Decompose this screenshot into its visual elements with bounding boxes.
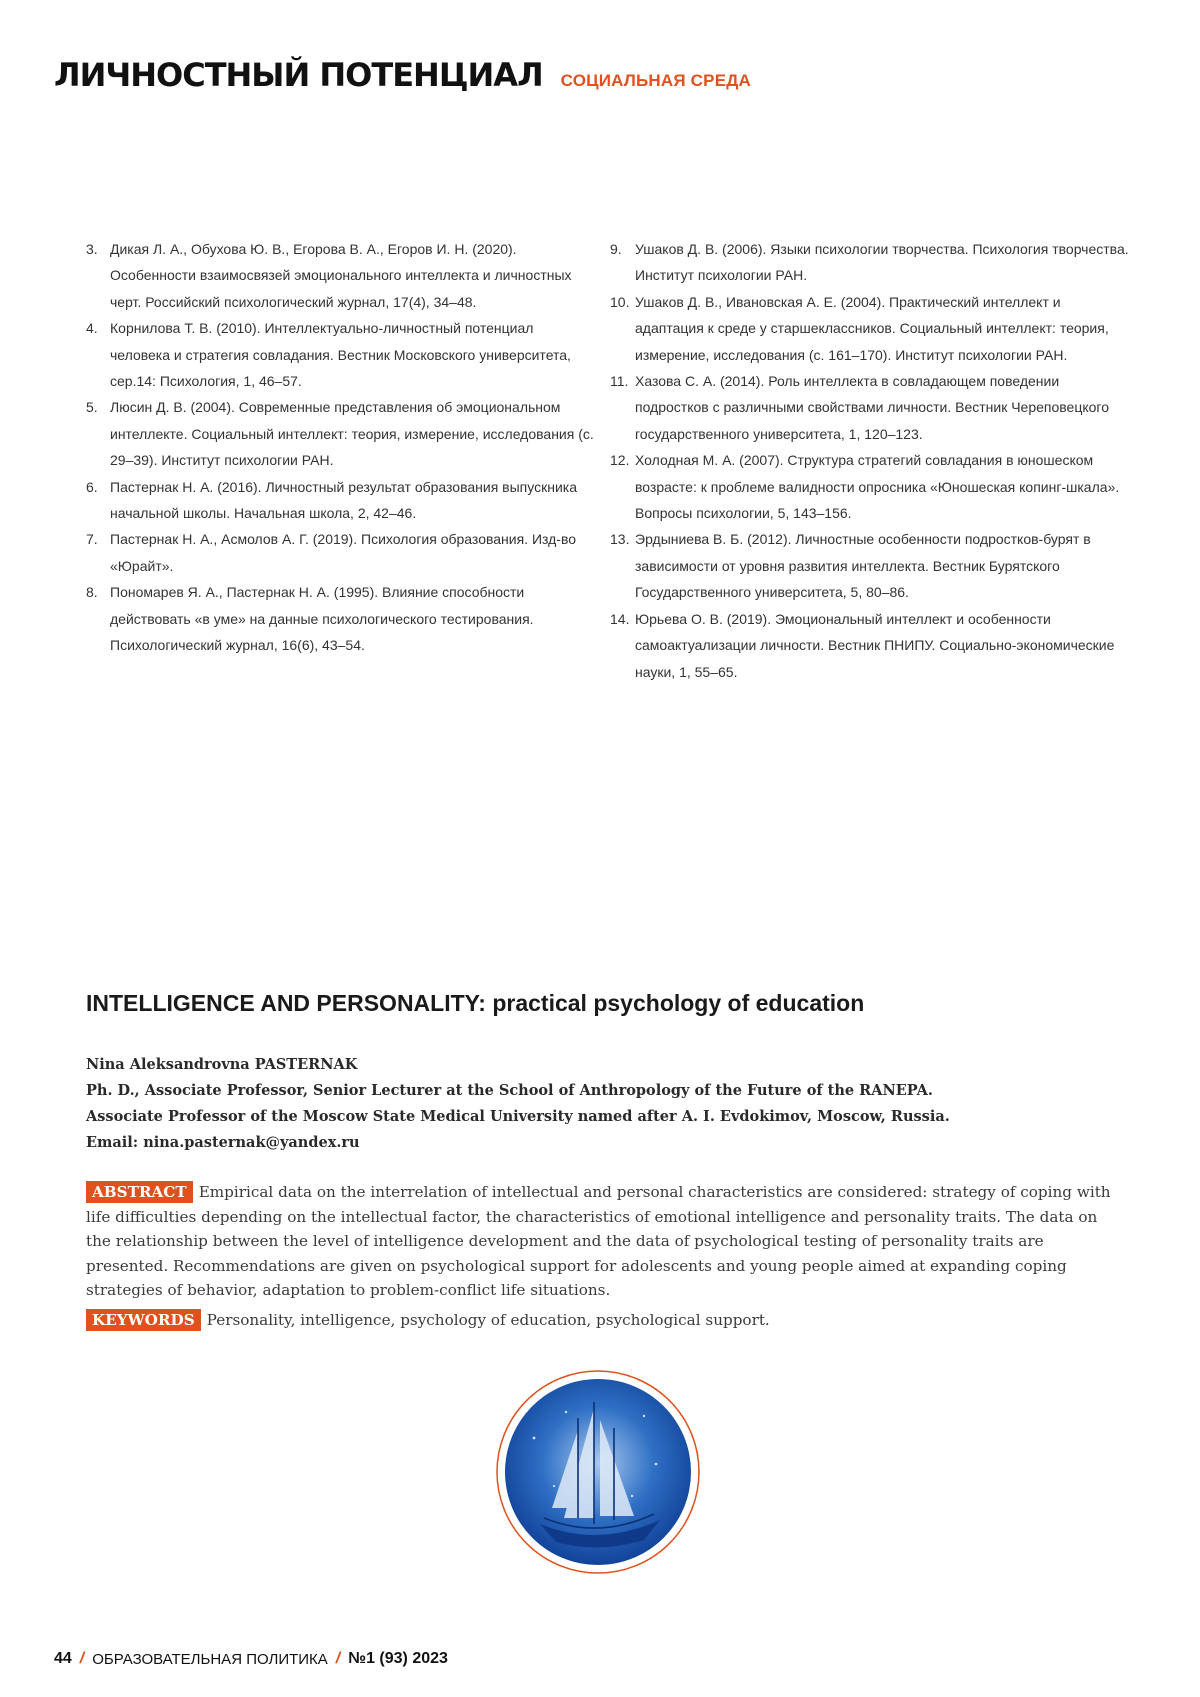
abstract-text: Empirical data on the interrelation of intellectual and personal characteristics are considered: strategy of coping with life difficulties depending on the intellectual factor, the characteristics of emotional intelligence and personality traits. The data on the relationship between the level of intelligence development and the data of psychological testing of personality traits are presented. Recommendations are given on psychological support for adolescents and young people aimed at expanding coping strategies of behavior, adaptation to problem-conflict life situations. [86,1183,1111,1299]
keywords [86,1308,770,1332]
reference-item: 4. Корнилова Т. В. (2010). Интеллектуально-личностный потенциал человека и стратегия совладания. Вестник Московского университета, сер.14: Психология, 1, 46–57. [86,315,596,394]
abstract-label: ABSTRACT [86,1181,193,1203]
reference-item: 14. Юрьева О. В. (2019). Эмоциональный интеллект и особенности самоактуализации личности. Вестник ПНИПУ. Социально-экономические науки, 1, 55–65. [610,606,1130,685]
reference-item: 3. Дикая Л. А., Обухова Ю. В., Егорова В. А., Егоров И. Н. (2020). Особенности взаимосвязей эмоционального интеллекта и личностных черт. Российский психологический журнал, 17(4), 34–48. [86,236,596,315]
reference-item: 9. Ушаков Д. В. (2006). Языки психологии творчества. Психология творчества. Институт психологии РАН. [610,236,1130,289]
english-title-main: INTELLIGENCE AND PERSONALITY: [86,990,486,1016]
english-article-title [86,990,864,1017]
reference-item: 7. Пастернак Н. А., Асмолов А. Г. (2019). Психология образования. Изд-во «Юрайт». [86,526,596,579]
author-email: Email: nina.pasternak@yandex.ru [86,1130,950,1156]
references-left-column [86,236,596,659]
author-affiliation-1: Ph. D., Associate Professor, Senior Lecturer at the School of Anthropology of the Future of the RANEPA. [86,1078,950,1104]
reference-item: 11. Хазова С. А. (2014). Роль интеллекта в совладающем поведении подростков с различными свойствами личности. Вестник Череповецкого государственного университета, 1, 120–123. [610,368,1130,447]
section-name: СОЦИАЛЬНАЯ СРЕДА [561,71,751,91]
reference-item: 8. Пономарев Я. А., Пастернак Н. А. (1995). Влияние способности действовать «в уме» на данные психологического тестирования. Психологический журнал, 16(6), 43–54. [86,579,596,658]
journal-name: ОБРАЗОВАТЕЛЬНАЯ ПОЛИТИКА [92,1651,328,1668]
reference-item: 13. Эрдыниева В. Б. (2012). Личностные особенности подростков-бурят в зависимости от уровня развития интеллекта. Вестник Бурятского Государственного университета, 5, 80–86. [610,526,1130,605]
abstract [86,1180,1126,1303]
footer-separator: / [80,1650,84,1668]
reference-item: 12. Холодная М. А. (2007). Структура стратегий совладания в юношеском возрасте: к проблеме валидности опросника «Юношеская копинг-шкала». Вопросы психологии, 5, 143–156. [610,447,1130,526]
keywords-text: Personality, intelligence, psychology of education, psychological support. [207,1311,770,1329]
footer-separator: / [336,1650,340,1668]
english-title-sub: practical psychology of education [492,990,864,1016]
reference-item: 6. Пастернак Н. А. (2016). Личностный результат образования выпускника начальной школы. Начальная школа, 2, 42–46. [86,474,596,527]
page-header [54,56,751,94]
keywords-label: KEYWORDS [86,1309,201,1331]
rubric-title: ЛИЧНОСТНЫЙ ПОТЕНЦИАЛ [54,56,543,94]
reference-item: 10. Ушаков Д. В., Ивановская А. Е. (2004). Практический интеллект и адаптация к среде у старшеклассников. Социальный интеллект: теория, измерение, исследования (с. 161–170). Институт психологии РАН. [610,289,1130,368]
page-number: 44 [54,1650,72,1668]
author-block [86,1052,950,1156]
author-name: Nina Aleksandrovna PASTERNAK [86,1052,950,1078]
author-affiliation-2: Associate Professor of the Moscow State Medical University named after A. I. Evdokimov, Moscow, Russia. [86,1104,950,1130]
ship-medallion-illustration [494,1368,702,1576]
references-right-column [610,236,1130,685]
issue-number: №1 (93) 2023 [348,1650,448,1668]
reference-item: 5. Люсин Д. В. (2004). Современные представления об эмоциональном интеллекте. Социальный интеллект: теория, измерение, исследования (с. 29–39). Институт психологии РАН. [86,394,596,473]
page-footer [54,1650,448,1668]
